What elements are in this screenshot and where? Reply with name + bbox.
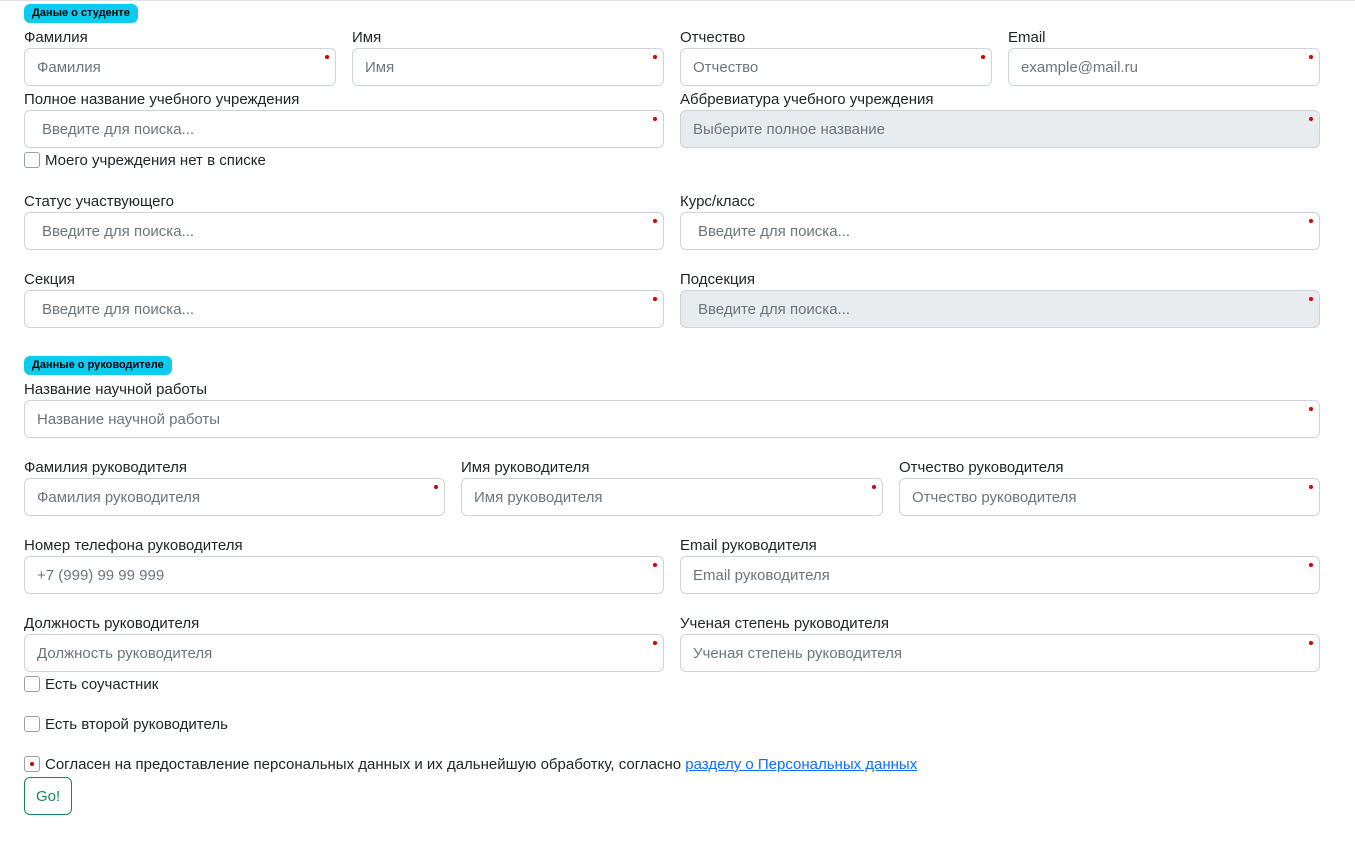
required-marker-icon [325, 55, 329, 59]
email-field[interactable] [1008, 48, 1320, 86]
institution-abbr-label: Аббревиатура учебного учреждения [680, 91, 934, 108]
institution-full-select[interactable] [24, 110, 664, 148]
last-name-field[interactable] [24, 48, 336, 86]
status-label: Статус участвующего [24, 193, 174, 210]
required-marker-icon [1309, 55, 1313, 59]
required-marker-icon [653, 55, 657, 59]
required-marker-icon [1309, 219, 1313, 223]
supervisor-patronymic-input[interactable] [900, 479, 1319, 515]
supervisor-section-badge: Данные о руководителе [24, 356, 172, 375]
supervisor-position-input[interactable] [25, 635, 663, 671]
student-section-badge: Даные о студенте [24, 4, 138, 23]
consent-checkbox[interactable] [24, 756, 40, 772]
last-name-input[interactable] [25, 49, 335, 85]
supervisor-email-label: Email руководителя [680, 537, 817, 554]
course-label: Курс/класс [680, 193, 755, 210]
supervisor-email-input[interactable] [681, 557, 1319, 593]
institution-abbr-input [681, 111, 1319, 147]
supervisor-patronymic-field[interactable] [899, 478, 1320, 516]
email-input[interactable] [1009, 49, 1319, 85]
required-marker-icon [1309, 407, 1313, 411]
no-institution-checkbox-label[interactable]: Моего учреждения нет в списке [45, 152, 266, 169]
institution-full-label: Полное название учебного учреждения [24, 91, 300, 108]
required-marker-icon [653, 219, 657, 223]
work-title-label: Название научной работы [24, 381, 208, 398]
supervisor-email-field[interactable] [680, 556, 1320, 594]
required-marker-icon [653, 641, 657, 645]
required-marker-icon [981, 55, 985, 59]
work-title-input[interactable] [25, 401, 1319, 437]
consent-label [45, 756, 917, 774]
required-marker-icon [653, 297, 657, 301]
course-input[interactable] [681, 213, 1319, 249]
first-name-field[interactable] [352, 48, 664, 86]
status-select[interactable] [24, 212, 664, 250]
supervisor-last-name-label: Фамилия руководителя [24, 459, 187, 476]
supervisor-degree-input[interactable] [681, 635, 1319, 671]
co-participant-checkbox-label[interactable]: Есть соучастник [45, 676, 159, 693]
submit-button[interactable]: Go! [24, 777, 72, 815]
required-marker-icon [653, 117, 657, 121]
last-name-label: Фамилия [24, 29, 88, 46]
second-supervisor-checkbox[interactable] [24, 716, 40, 732]
supervisor-first-name-label: Имя руководителя [461, 459, 590, 476]
required-marker-icon [1309, 563, 1313, 567]
required-marker-icon [872, 485, 876, 489]
supervisor-phone-field[interactable] [24, 556, 664, 594]
section-label: Секция [24, 271, 75, 288]
institution-full-input[interactable] [25, 111, 663, 147]
supervisor-position-label: Должность руководителя [24, 615, 200, 632]
subsection-label: Подсекция [680, 271, 756, 288]
supervisor-position-field[interactable] [24, 634, 664, 672]
section-input[interactable] [25, 291, 663, 327]
required-marker-icon [1309, 485, 1313, 489]
co-participant-checkbox[interactable] [24, 676, 40, 692]
supervisor-phone-input[interactable] [25, 557, 663, 593]
subsection-input [681, 291, 1319, 327]
email-label: Email [1008, 29, 1046, 46]
required-marker-icon [1309, 297, 1313, 301]
work-title-field[interactable] [24, 400, 1320, 438]
course-select[interactable] [680, 212, 1320, 250]
supervisor-last-name-field[interactable] [24, 478, 445, 516]
required-marker-icon [30, 762, 34, 766]
personal-data-link[interactable]: разделу о Персональных данных [685, 756, 918, 773]
first-name-label: Имя [352, 29, 382, 46]
required-marker-icon [434, 485, 438, 489]
supervisor-first-name-input[interactable] [462, 479, 882, 515]
patronymic-input[interactable] [681, 49, 991, 85]
supervisor-first-name-field[interactable] [461, 478, 883, 516]
supervisor-last-name-input[interactable] [25, 479, 444, 515]
no-institution-checkbox[interactable] [24, 152, 40, 168]
second-supervisor-checkbox-label[interactable]: Есть второй руководитель [45, 716, 228, 733]
required-marker-icon [1309, 641, 1313, 645]
status-input[interactable] [25, 213, 663, 249]
institution-abbr-field [680, 110, 1320, 148]
first-name-input[interactable] [353, 49, 663, 85]
required-marker-icon [653, 563, 657, 567]
section-select[interactable] [24, 290, 664, 328]
patronymic-label: Отчество [680, 29, 746, 46]
supervisor-degree-field[interactable] [680, 634, 1320, 672]
required-marker-icon [1309, 117, 1313, 121]
patronymic-field[interactable] [680, 48, 992, 86]
supervisor-degree-label: Ученая степень руководителя [680, 615, 889, 632]
supervisor-patronymic-label: Отчество руководителя [899, 459, 1064, 476]
consent-text: Согласен на предоставление персональных данных и их дальнейшую обработку, согласно [45, 756, 686, 773]
subsection-select [680, 290, 1320, 328]
top-divider [0, 0, 1355, 1]
supervisor-phone-label: Номер телефона руководителя [24, 537, 243, 554]
